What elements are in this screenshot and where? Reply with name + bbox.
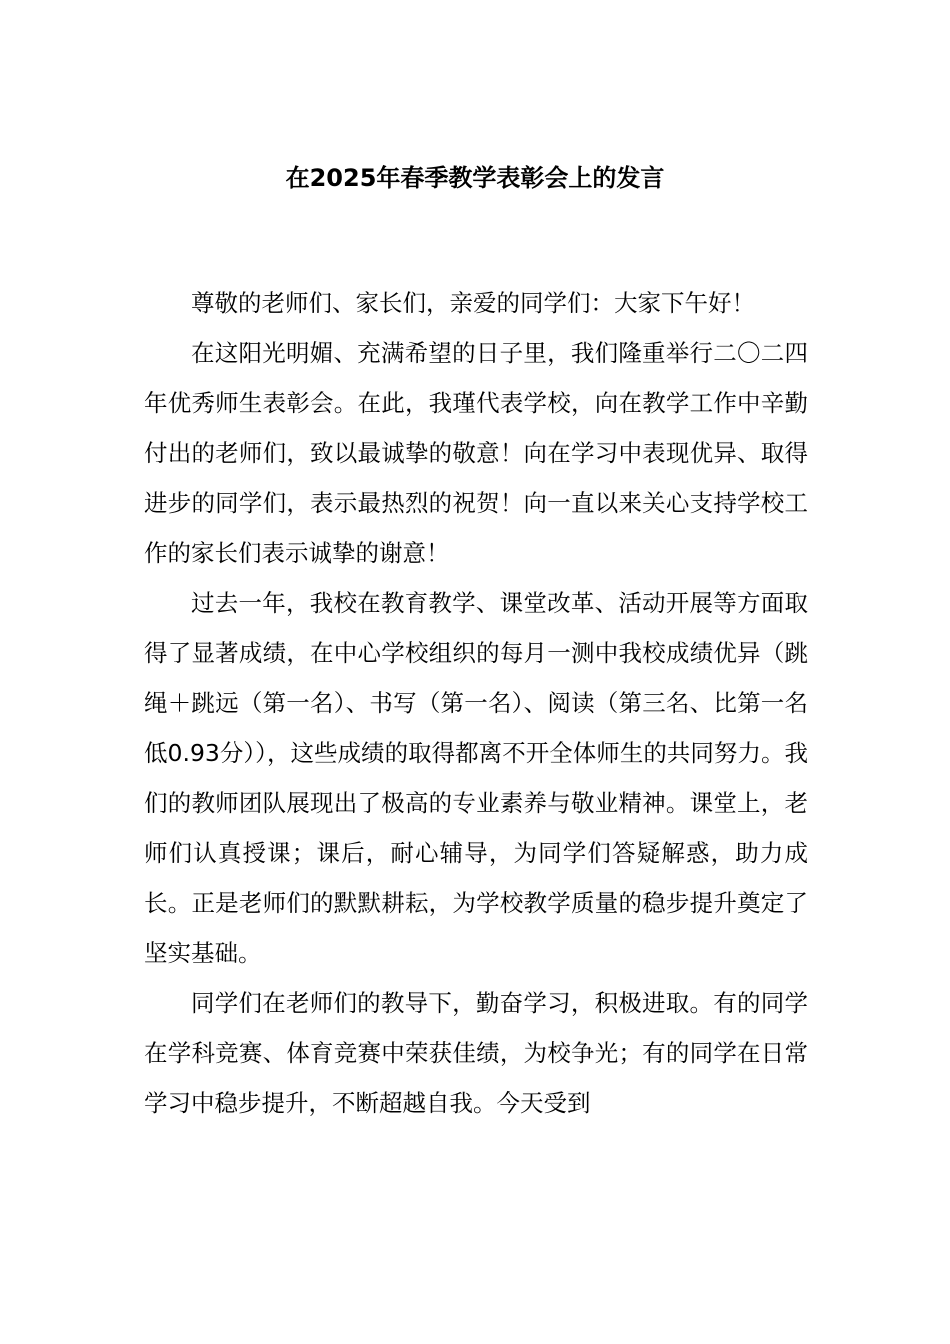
paragraph-opening: 在这阳光明媚、充满希望的日子里，我们隆重举行二〇二四年优秀师生表彰会。在此，我瑾代表学校，向在教学工作中辛勤付出的老师们，致以最诚挚的敬意！向在学习中表现优异、取得进步的同学们，表示最热烈的祝贺！向一直以来关心支持学校工作的家长们表示诚挚的谢意！ (144, 339, 808, 567)
paragraph-greeting: 尊敬的老师们、家长们，亲爱的同学们：大家下午好！ (191, 289, 755, 317)
document-body (144, 278, 808, 1128)
document-title: 在2025年春季教学表彰会上的发言 (285, 164, 665, 192)
paragraph-achievements: 过去一年，我校在教育教学、课堂改革、活动开展等方面取得了显著成绩，在中心学校组织的每月一测中我校成绩优异（跳绳＋跳远（第一名）、书写（第一名）、阅读（第三名、比第一名低0.93分）），这些成绩的取得都离不开全体师生的共同努力。我们的教师团队展现出了极高的专业素养与敬业精神。课堂上，老师们认真授课；课后，耐心辅导，为同学们答疑解惑，助力成长。正是老师们的默默耕耘，为学校教学质量的稳步提升奠定了坚实基础。 (144, 589, 808, 967)
paragraph-students: 同学们在老师们的教导下，勤奋学习，积极进取。有的同学在学科竞赛、体育竞赛中荣获佳绩，为校争光；有的同学在日常学习中稳步提升，不断超越自我。今天受到 (144, 989, 808, 1117)
